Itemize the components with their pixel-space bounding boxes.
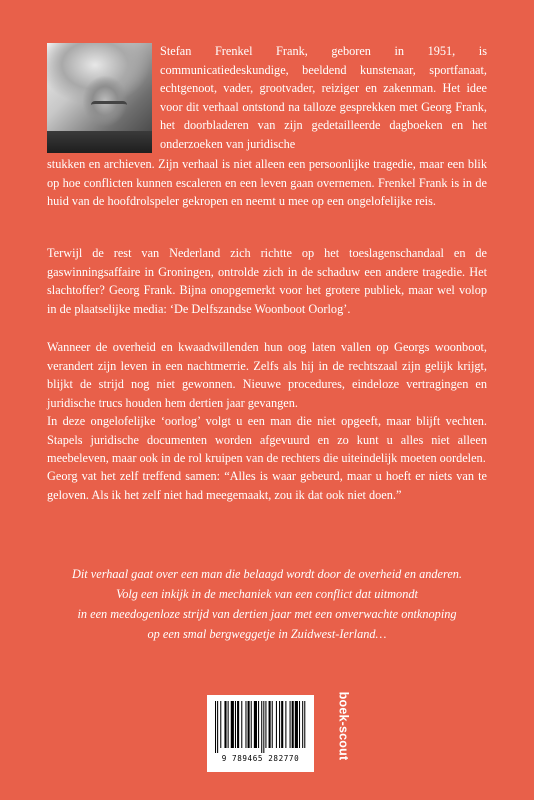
publisher-logo	[332, 672, 354, 780]
barcode-bar	[220, 701, 221, 748]
paragraph-quote: Georg vat het zelf treffend samen: “Alles is waar gebeurd, maar u hoeft er niets van te geloven. Als ik het zelf niet had meegemaakt, zou ik dat ook niet doen.”	[47, 469, 487, 502]
barcode-bar	[241, 701, 242, 748]
barcode-bar	[263, 701, 264, 753]
barcode-bar	[276, 701, 277, 748]
barcode-bar	[254, 701, 257, 748]
barcode-bar	[231, 701, 234, 748]
barcode-bar	[272, 701, 273, 748]
blurb-line: op een smal bergweggetje in Zuidwest-Ierland…	[147, 627, 387, 641]
author-photo-shirt	[47, 131, 152, 153]
barcode-bar	[215, 701, 216, 753]
barcode-bar	[290, 701, 291, 748]
back-cover-blurb	[40, 564, 494, 644]
author-bio-end: stukken en archieven. Zijn verhaal is niet alleen een persoonlijke tragedie, maar een blik op hoe conflicten kunnen escaleren en een leven gaan overnemen. Frenkel Frank is in de huid van de hoofdrolspeler gekropen en neemt u mee op een ongelofelijke reis.	[47, 157, 487, 208]
barcode-bar	[237, 701, 239, 748]
barcode-bar	[299, 701, 300, 748]
barcode-bar	[224, 701, 226, 748]
author-photo	[47, 43, 152, 153]
barcode-bar	[248, 701, 250, 748]
barcode-bar	[245, 701, 246, 748]
barcode-bar	[269, 701, 271, 748]
barcode-bar	[258, 701, 259, 748]
isbn-barcode	[207, 695, 314, 772]
author-photo-eyes	[91, 101, 127, 110]
publisher-logo-text: boek-scout	[336, 691, 350, 761]
author-bio-start: Stefan Frenkel Frank, geboren in 1951, is communicatiedeskundige, beeldend kunstenaar, sportfanaat, echtgenoot, vader, grootvader, reiziger en zakenman. Het idee voor dit verhaal ontstond na talloze gesprekken met Georg Frank, het doorbladeren van zijn gedetailleerde dagboeken en het onderzoeken van juridische	[160, 44, 487, 151]
paragraph-conflict: Wanneer de overheid en kwaadwillenden hun oog laten vallen op Georgs woonboot, verandert zijn leven in een nachtmerrie. Zelfs als hij in de rechtszaal zijn gelijk krijgt, blijkt de strijd nog niet gewonnen. Nieuwe procedures, eindeloze vertragingen en juridische trucs houden hem dertien jaar gevangen.	[47, 340, 487, 410]
barcode-bar	[228, 701, 229, 748]
paragraph-war: In deze ongelofelijke ‘oorlog’ volgt u een man die niet opgeeft, maar blijft vechten. Stapels juridische documenten worden afgevuurd en zo kunt u alles niet alleen meebeleven, maar ook in de rol kruipen van de rechters die uiteindelijk moeten oordelen.	[47, 414, 487, 465]
barcode-bar	[302, 701, 303, 748]
barcode-bar	[235, 701, 236, 748]
blurb-line: Volg een inkijk in de mechaniek van een conflict dat uitmondt	[116, 587, 418, 601]
barcode-bar	[251, 701, 252, 748]
barcode-bars	[215, 701, 306, 753]
barcode-bar	[261, 701, 262, 753]
isbn-number: 9 789465 282770	[221, 754, 300, 763]
barcode-bar	[295, 701, 298, 748]
barcode-bar	[292, 701, 294, 748]
blurb-line: in een meedogenloze strijd van dertien jaar met een onverwachte ontknoping	[77, 607, 457, 621]
paragraph-context: Terwijl de rest van Nederland zich richtte op het toeslagenschandaal en de gaswinningsaffaire in Groningen, ontrolde zich in de schaduw een andere tragedie. Het slachtoffer? Georg Frank. Bijna onopgemerkt voor het grotere publiek, maar wel volop in de plaatselijke media: ‘De Delfszandse Woonboot Oorlog’.	[47, 246, 487, 316]
barcode-bar	[265, 701, 266, 748]
barcode-bar	[304, 701, 305, 748]
barcode-bar	[279, 701, 280, 748]
barcode-bar	[285, 701, 286, 748]
barcode-bar	[281, 701, 283, 748]
barcode-bar	[217, 701, 218, 753]
blurb-line: Dit verhaal gaat over een man die belaagd wordt door de overheid en anderen.	[71, 567, 462, 581]
